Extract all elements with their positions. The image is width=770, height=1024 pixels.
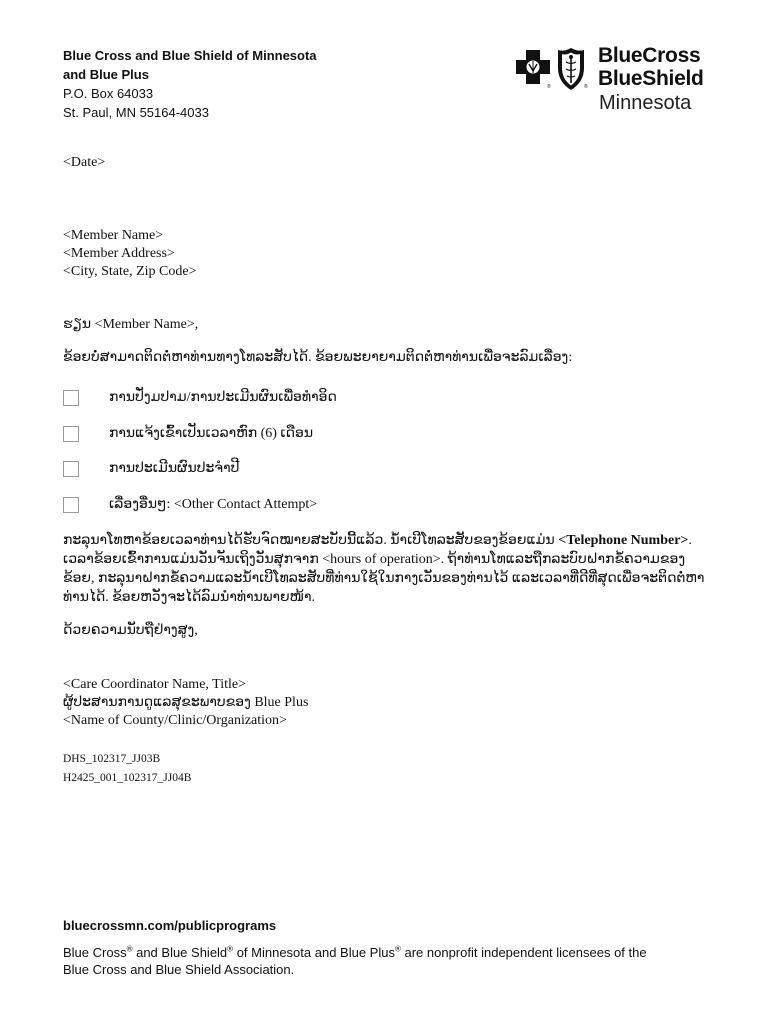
checkbox[interactable] xyxy=(63,426,79,442)
coordinator-name-title: <Care Coordinator Name, Title> xyxy=(63,677,246,692)
signature-block xyxy=(63,676,308,730)
logo-wordmark xyxy=(598,44,704,116)
closing-text: ດ້ວຍຄວາມນັບຖືຢ່າງສູງ, xyxy=(63,623,198,638)
checkbox[interactable] xyxy=(63,497,79,513)
paragraph-part1: ກະລຸນາໂທຫາຂ້ອຍເວລາທ່ານໄດ້ຮັບຈົດໝາຍສະບັບນີ້ແລ້ວ. ນ້ຳເບີໂທລະສັບຂອງຂ້ອຍແມ່ນ xyxy=(63,533,559,548)
sender-address-block xyxy=(63,46,317,122)
checklist-label: ການແຈ້ງເຂົ້າເປັນເວລາຫົກ (6) ເດືອນ xyxy=(109,426,314,441)
footer-website: bluecrossmn.com/publicprograms xyxy=(63,918,277,933)
registered-mark: ® xyxy=(227,944,234,954)
checkbox[interactable] xyxy=(63,461,79,477)
logo-word-bluecross: BlueCross xyxy=(598,44,701,67)
recipient-city-state-zip: <City, State, Zip Code> xyxy=(63,264,197,279)
checklist-label: ເລື່ອງອື່ນໆ: <Other Contact Attempt> xyxy=(109,497,318,512)
cross-shield-logo-icon xyxy=(514,46,594,96)
organization-name: <Name of County/Clinic/Organization> xyxy=(63,713,287,728)
document-code: H2425_001_102317_JJ04B xyxy=(63,772,192,784)
disclaimer-part-c: of Minnesota and Blue Plus xyxy=(233,945,395,960)
sender-name-line1: Blue Cross and Blue Shield of Minnesota xyxy=(63,48,317,63)
checklist-label: ການປະເມີນຜົນປະຈຳປີ xyxy=(109,461,240,476)
sender-name-line2: and Blue Plus xyxy=(63,67,149,82)
document-codes xyxy=(63,750,191,788)
bcbs-logo xyxy=(514,44,714,120)
greeting xyxy=(63,316,198,333)
registered-mark: ® xyxy=(394,944,401,954)
sender-po-box: P.O. Box 64033 xyxy=(63,86,154,101)
logo-word-minnesota: Minnesota xyxy=(599,92,692,114)
svg-text:®: ® xyxy=(547,84,551,90)
checkbox[interactable] xyxy=(63,390,79,406)
svg-text:®: ® xyxy=(584,84,588,90)
paragraph-part3: . ຖ້າທ່ານໂທແລະຖືກລະບົບຝາກຂໍ້ຄວາມຂອງຂ້ອຍ, ກະລຸນາຝາກຂໍ້ຄວາມແລະນ້ຳເບີໂທລະສັບທີ່ທ່ານໃຊ້ໃນກາງເວັນຂອງທ່ານໄວ້ ແລະເວລາທີ່ດີທີ່ສຸດເພື່ອຈະຕິດຕໍ່ຫາທ່ານໄດ້. ຂ້ອຍຫວັງຈະໄດ້ລົມນຳທ່ານພາຍໜ້າ. xyxy=(63,552,705,605)
intro-text: ຂ້ອຍບໍ່ສາມາດຕິດຕໍ່ຫາທ່ານທາງໂທລະສັບໄດ້. ຂ້ອຍພະຍາຍາມຕິດຕໍ່ຫາທ່ານເພື່ອຈະລົມເລື່ອງ: xyxy=(63,350,573,365)
registered-mark: ® xyxy=(126,944,133,954)
disclaimer-part-a: Blue Cross xyxy=(63,945,127,960)
telephone-placeholder: <Telephone Number> xyxy=(558,533,689,548)
paragraph-part2: . ເວລາຂ້ອຍເຂົ້າການແມ່ນວັນຈັນເຖິງວັນສຸກຈາກ xyxy=(63,533,692,567)
disclaimer-line2: Blue Cross and Blue Shield Association. xyxy=(63,962,295,977)
instruction-paragraph xyxy=(63,531,713,607)
logo-word-blueshield: BlueShield xyxy=(598,67,704,90)
disclaimer-part-d: are nonprofit independent licensees of the xyxy=(400,945,647,960)
recipient-name: <Member Name> xyxy=(63,228,164,243)
recipient-address-block xyxy=(63,227,197,281)
disclaimer-part-b: and Blue Shield xyxy=(132,945,228,960)
greeting-member-name: <Member Name>, xyxy=(94,317,199,332)
document-code: DHS_102317_JJ03B xyxy=(63,753,161,765)
recipient-address: <Member Address> xyxy=(63,246,175,261)
checklist-label: ການປັ່ງມປາມ/ການປະເມີນຜົນເພື່ອທຳອິດ xyxy=(109,390,337,405)
footer-disclaimer xyxy=(63,944,713,978)
date-placeholder: <Date> xyxy=(63,155,106,170)
greeting-salutation: ຮຽນ xyxy=(63,317,92,332)
hours-placeholder: <hours of operation> xyxy=(322,552,441,567)
coordinator-role: ຜູ້ປະສານການດູແລສຸຂະພາບຂອງ Blue Plus xyxy=(63,695,309,710)
sender-city: St. Paul, MN 55164-4033 xyxy=(63,105,209,120)
